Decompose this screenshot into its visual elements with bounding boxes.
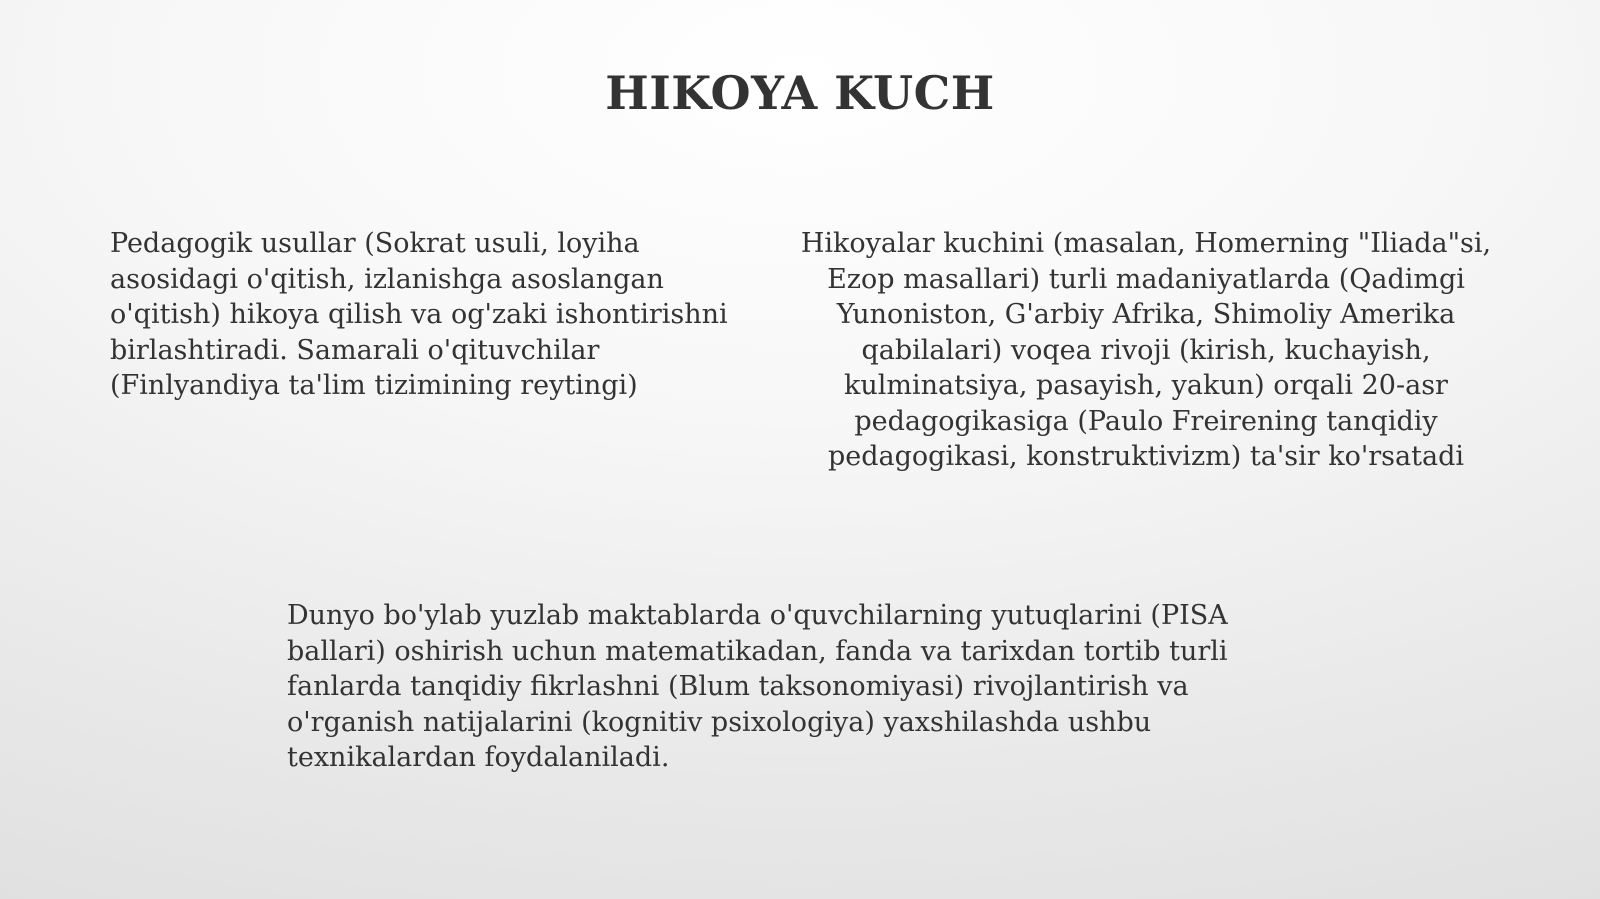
slide-title: HIKOYA KUCH <box>605 66 995 120</box>
right-text-block: Hikoyalar kuchini (masalan, Homerning "Iliada"si, Ezop masallari) turli madaniyatlarda (Qadimgi Yunoniston, G'arbiy Afrika, Shimoliy Amerika qabilalari) voqea rivoji (kirish, kuchayish, kulminatsiya, pasayish, yakun) orqali 20-asr pedagogikasiga (Paulo Freirening tanqidiy pedagogikasi, konstruktivizm) ta'sir ko'rsatadi <box>800 228 1492 472</box>
left-text-block: Pedagogik usullar (Sokrat usuli, loyiha asosidagi o'qitish, izlanishga asoslangan o'qitish) hikoya qilish va og'zaki ishontirishni birlashtiradi. Samarali o'qituvchilar (Finlyandiya ta'lim tizimining reytingi) <box>110 228 728 401</box>
bottom-text-block: Dunyo bo'ylab yuzlab maktablarda o'quvchilarning yutuqlarini (PISA ballari) oshirish uchun matematikadan, fanda va tarixdan tortib turli fanlarda tanqidiy fikrlashni (Blum taksonomiyasi) rivojlantirish va o'rganish natijalarini (kognitiv psixologiya) yaxshilashda ushbu texnikalardan foydalaniladi. <box>287 600 1228 773</box>
